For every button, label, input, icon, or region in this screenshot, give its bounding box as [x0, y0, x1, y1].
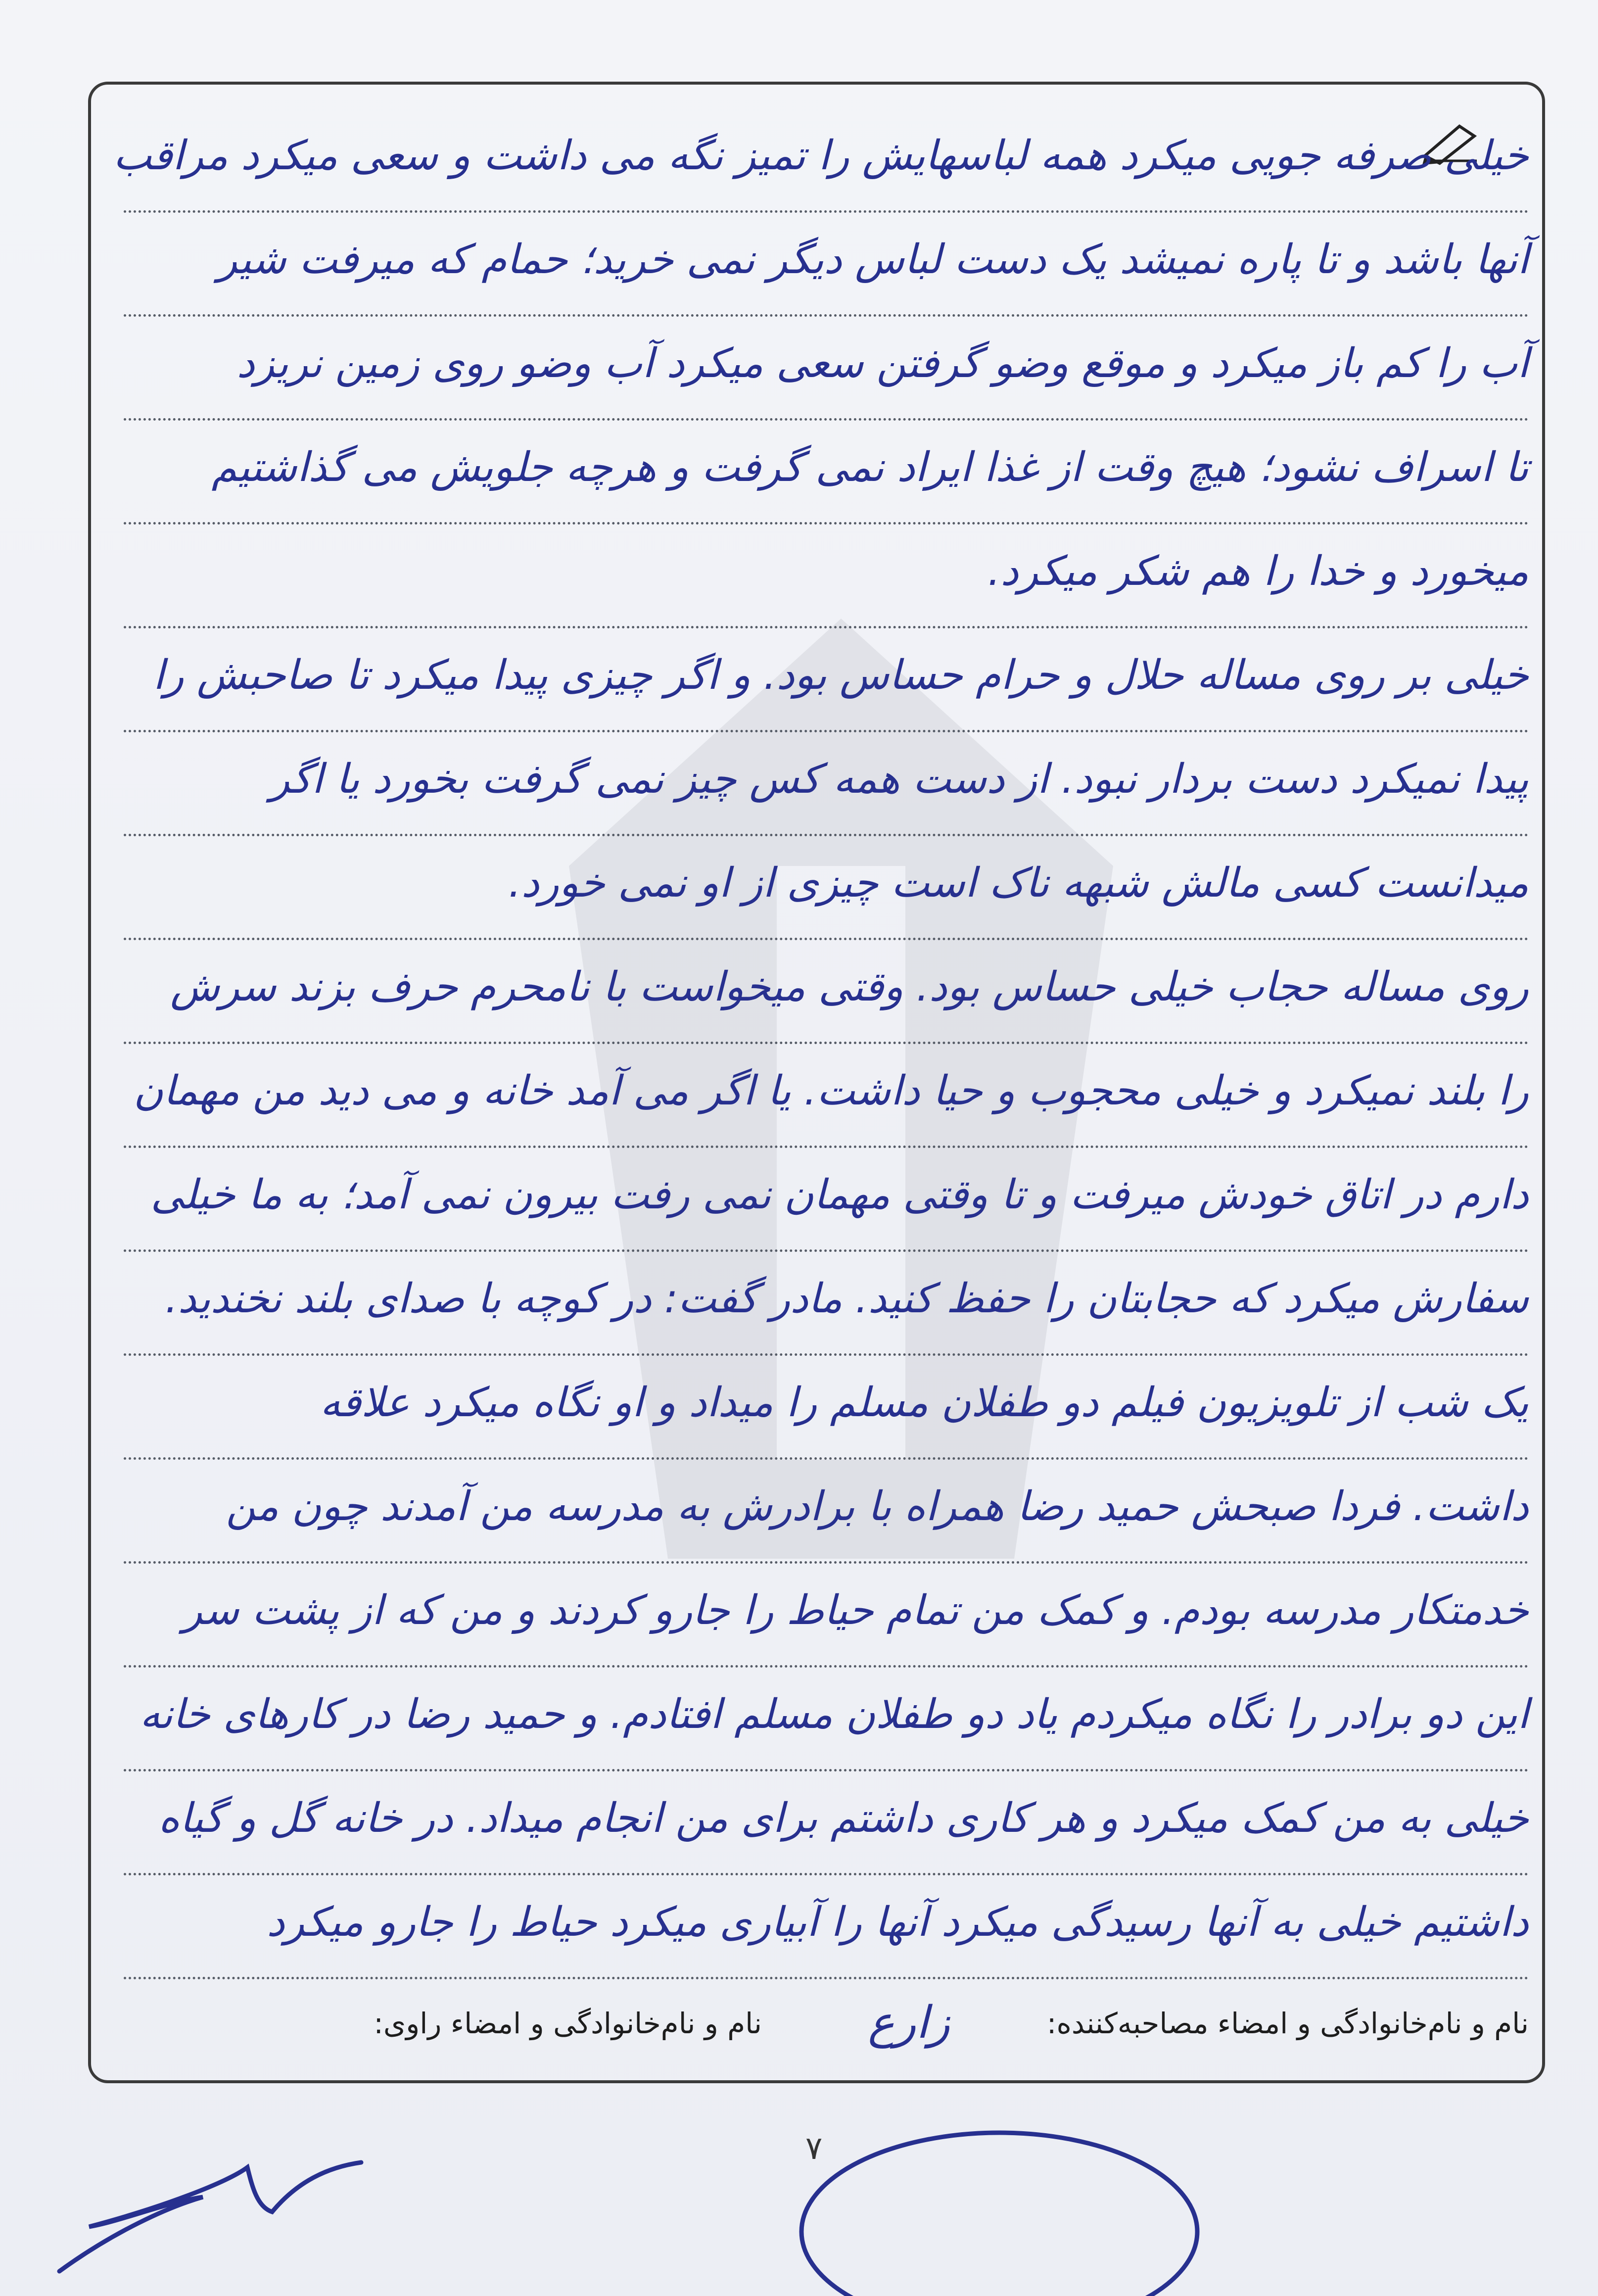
oval-stamp-icon — [777, 2113, 1222, 2296]
footer — [114, 1997, 1529, 2056]
text-line: خیلی صرفه جویی میکرد همه لباسهایش را تمیز نگه می داشت و سعی میکرد مراقب — [124, 106, 1529, 213]
text-line: خیلی بر روی مساله حلال و حرام حساس بود. و اگر چیزی پیدا میکرد تا صاحبش را — [124, 626, 1529, 732]
text-line: را بلند نمیکرد و خیلی محجوب و حیا داشت. یا اگر می آمد خانه و می دید من مهمان — [124, 1042, 1529, 1148]
text-line: داشتیم خیلی به آنها رسیدگی میکرد آنها را آبیاری میکرد حیاط را جارو میکرد — [124, 1873, 1529, 1979]
text-line: تا اسراف نشود؛ هیچ وقت از غذا ایراد نمی گرفت و هرچه جلویش می گذاشتیم — [124, 418, 1529, 525]
text-line: خدمتکار مدرسه بودم. و کمک من تمام حیاط را جارو کردند و من که از پشت سر — [124, 1561, 1529, 1668]
text-line: داشت. فردا صبحش حمید رضا همراه با برادرش به مدرسه من آمدند چون من — [124, 1457, 1529, 1564]
handwritten-signature-icon — [40, 2108, 396, 2286]
text-line: روی مساله حجاب خیلی حساس بود. وقتی میخواست با نامحرم حرف بزند سرش — [124, 938, 1529, 1044]
narrator-label: نام و نام‌خانوادگی و امضاء راوی: — [374, 2007, 762, 2040]
interviewer-signature: زارع — [868, 1997, 950, 2049]
text-line: آب را کم باز میکرد و موقع وضو گرفتن سعی میکرد آب وضو روی زمین نریزد — [124, 314, 1529, 421]
text-line: یک شب از تلویزیون فیلم دو طفلان مسلم را میداد و او نگاه میکرد علاقه — [124, 1353, 1529, 1460]
page-number: ۷ — [805, 2130, 823, 2167]
handwritten-text-area — [104, 106, 1539, 1982]
text-line: میدانست کسی مالش شبهه ناک است چیزی از او نمی خورد. — [124, 834, 1529, 940]
text-line: دارم در اتاق خودش میرفت و تا وقتی مهمان نمی رفت بیرون نمی آمد؛ به ما خیلی — [124, 1146, 1529, 1252]
text-line: خیلی به من کمک میکرد و هر کاری داشتم برای من انجام میداد. در خانه گل و گیاه — [124, 1769, 1529, 1875]
text-line: این دو برادر را نگاه میکردم یاد دو طفلان مسلم افتادم. و حمید رضا در کارهای خانه — [124, 1665, 1529, 1771]
text-line: میخورد و خدا را هم شکر میکرد. — [124, 522, 1529, 628]
text-line: پیدا نمیکرد دست بردار نبود. از دست همه کس چیز نمی گرفت بخورد یا اگر — [124, 730, 1529, 836]
interviewer-label: نام و نام‌خانوادگی و امضاء مصاحبه‌کننده: — [1046, 2007, 1529, 2040]
text-line: سفارش میکرد که حجابتان را حفظ کنید. مادر گفت: در کوچه با صدای بلند نخندید. — [124, 1249, 1529, 1356]
text-line: آنها باشد و تا پاره نمیشد یک دست لباس دیگر نمی خرید؛ حمام که میرفت شیر — [124, 210, 1529, 317]
